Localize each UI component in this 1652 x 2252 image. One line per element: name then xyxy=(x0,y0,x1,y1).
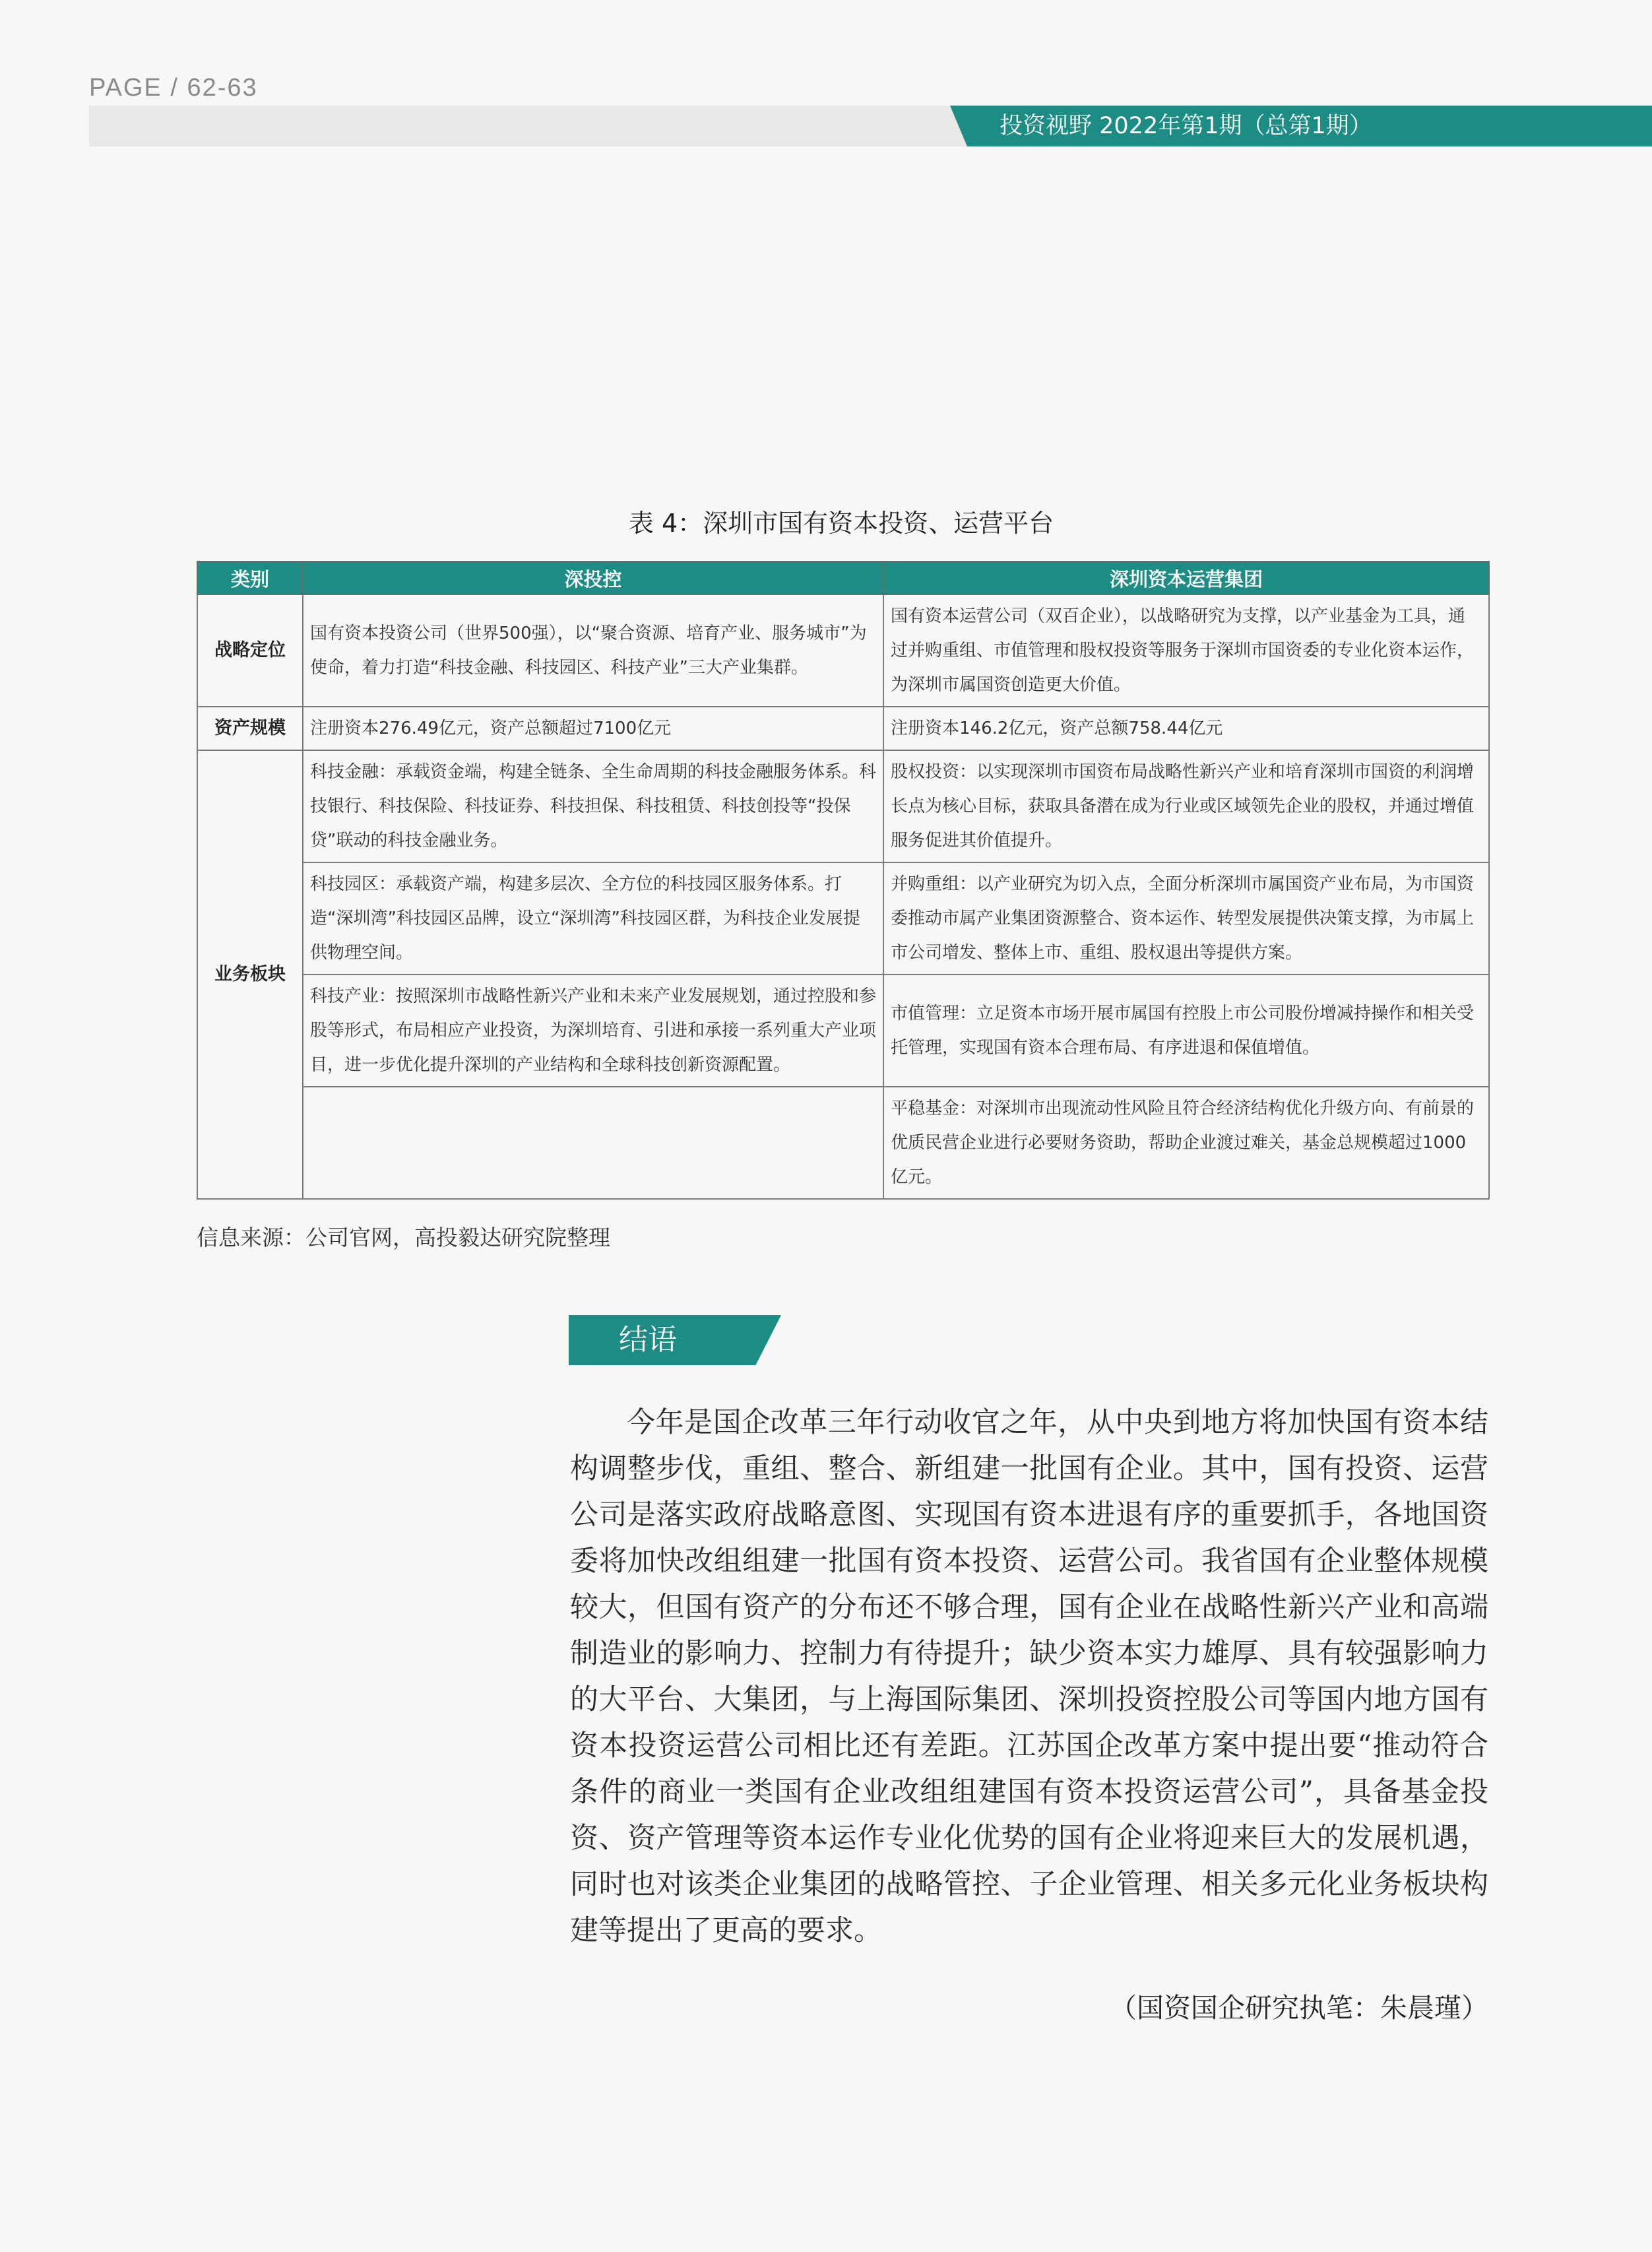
table-source-note: 信息来源：公司官网，高投毅达研究院整理 xyxy=(197,1225,610,1250)
category-cell: 战略定位 xyxy=(197,595,303,707)
table-cell: 科技产业：按照深圳市战略性新兴产业和未来产业发展规划，通过控股和参股等形式，布局相应产业投资，为深圳培育、引进和承接一系列重大产业项目，进一步优化提升深圳的产业结构和全球科技创新资源配置。 xyxy=(303,975,883,1087)
page-number: PAGE / 62-63 xyxy=(89,74,258,102)
table-row-strategy xyxy=(197,595,1489,707)
table-header-row xyxy=(197,562,1489,595)
section-title: 结语 xyxy=(619,1323,677,1357)
column-header-capital-group: 深圳资本运营集团 xyxy=(883,562,1489,595)
conclusion-paragraph: 今年是国企改革三年行动收官之年，从中央到地方将加快国有资本结构调整步伐，重组、整合、新组建一批国有企业。其中，国有投资、运营公司是落实政府战略意图、实现国有资本进退有序的重要抓手，各地国资委将加快改组组建一批国有资本投资、运营公司。我省国有企业整体规模较大，但国有资产的分布还不够合理，国有企业在战略性新兴产业和高端制造业的影响力、控制力有待提升；缺少资本实力雄厚、具有较强影响力的大平台、大集团，与上海国际集团、深圳投资控股公司等国内地方国有资本投资运营公司相比还有差距。江苏国企改革方案中提出要“推动符合条件的商业一类国有企业改组组建国有资本投资运营公司”，具备基金投资、资产管理等资本运作专业化优势的国有企业将迎来巨大的发展机遇，同时也对该类企业集团的战略管控、子企业管理、相关多元化业务板块构建等提出了更高的要求。 xyxy=(570,1406,1488,1947)
table-row-scale xyxy=(197,707,1489,750)
table-row-business-4 xyxy=(197,1087,1489,1199)
table-cell: 国有资本运营公司（双百企业），以战略研究为支撑，以产业基金为工具，通过并购重组、市值管理和股权投资等服务于深圳市国资委的专业化资本运作，为深圳市属国资创造更大价值。 xyxy=(883,595,1489,707)
table-cell: 国有资本投资公司（世界500强），以“聚合资源、培育产业、服务城市”为使命，着力打造“科技金融、科技园区、科技产业”三大产业集群。 xyxy=(303,595,883,707)
table-cell-empty xyxy=(303,1087,883,1199)
table-cell: 股权投资：以实现深圳市国资布局战略性新兴产业和培育深圳市国资的利润增长点为核心目标，获取具备潜在成为行业或区域领先企业的股权，并通过增值服务促进其价值提升。 xyxy=(883,750,1489,862)
table-cell: 科技金融：承载资金端，构建全链条、全生命周期的科技金融服务体系。科技银行、科技保险、科技证券、科技担保、科技租赁、科技创投等“投保贷”联动的科技金融业务。 xyxy=(303,750,883,862)
table-title: 表 4：深圳市国有资本投资、运营平台 xyxy=(628,509,1054,538)
table-cell: 市值管理：立足资本市场开展市属国有控股上市公司股份增减持操作和相关受托管理，实现国有资本合理布局、有序进退和保值增值。 xyxy=(883,975,1489,1087)
table-cell: 注册资本146.2亿元，资产总额758.44亿元 xyxy=(883,707,1489,750)
table-cell: 科技园区：承载资产端，构建多层次、全方位的科技园区服务体系。打造“深圳湾”科技园区品牌，设立“深圳湾”科技园区群，为科技企业发展提供物理空间。 xyxy=(303,862,883,975)
issue-title: 投资视野 2022年第1期（总第1期） xyxy=(1000,113,1372,139)
category-cell: 资产规模 xyxy=(197,707,303,750)
table-row-business-2 xyxy=(197,862,1489,975)
author-credit: （国资国企研究执笔：朱晨瑾） xyxy=(1110,1992,1488,2024)
table-cell: 注册资本276.49亿元，资产总额超过7100亿元 xyxy=(303,707,883,750)
table-cell: 并购重组：以产业研究为切入点，全面分析深圳市属国资产业布局，为市国资委推动市属产业集团资源整合、资本运作、转型发展提供决策支撑，为市属上市公司增发、整体上市、重组、股权退出等提供方案。 xyxy=(883,862,1489,975)
column-header-shentoukong: 深投控 xyxy=(303,562,883,595)
platform-table xyxy=(197,561,1490,1200)
category-cell: 业务板块 xyxy=(197,750,303,1199)
table-row-business-3 xyxy=(197,975,1489,1087)
table-cell: 平稳基金：对深圳市出现流动性风险且符合经济结构优化升级方向、有前景的优质民营企业进行必要财务资助，帮助企业渡过难关，基金总规模超过1000亿元。 xyxy=(883,1087,1489,1199)
table-row-business-1 xyxy=(197,750,1489,862)
column-header-category: 类别 xyxy=(197,562,303,595)
